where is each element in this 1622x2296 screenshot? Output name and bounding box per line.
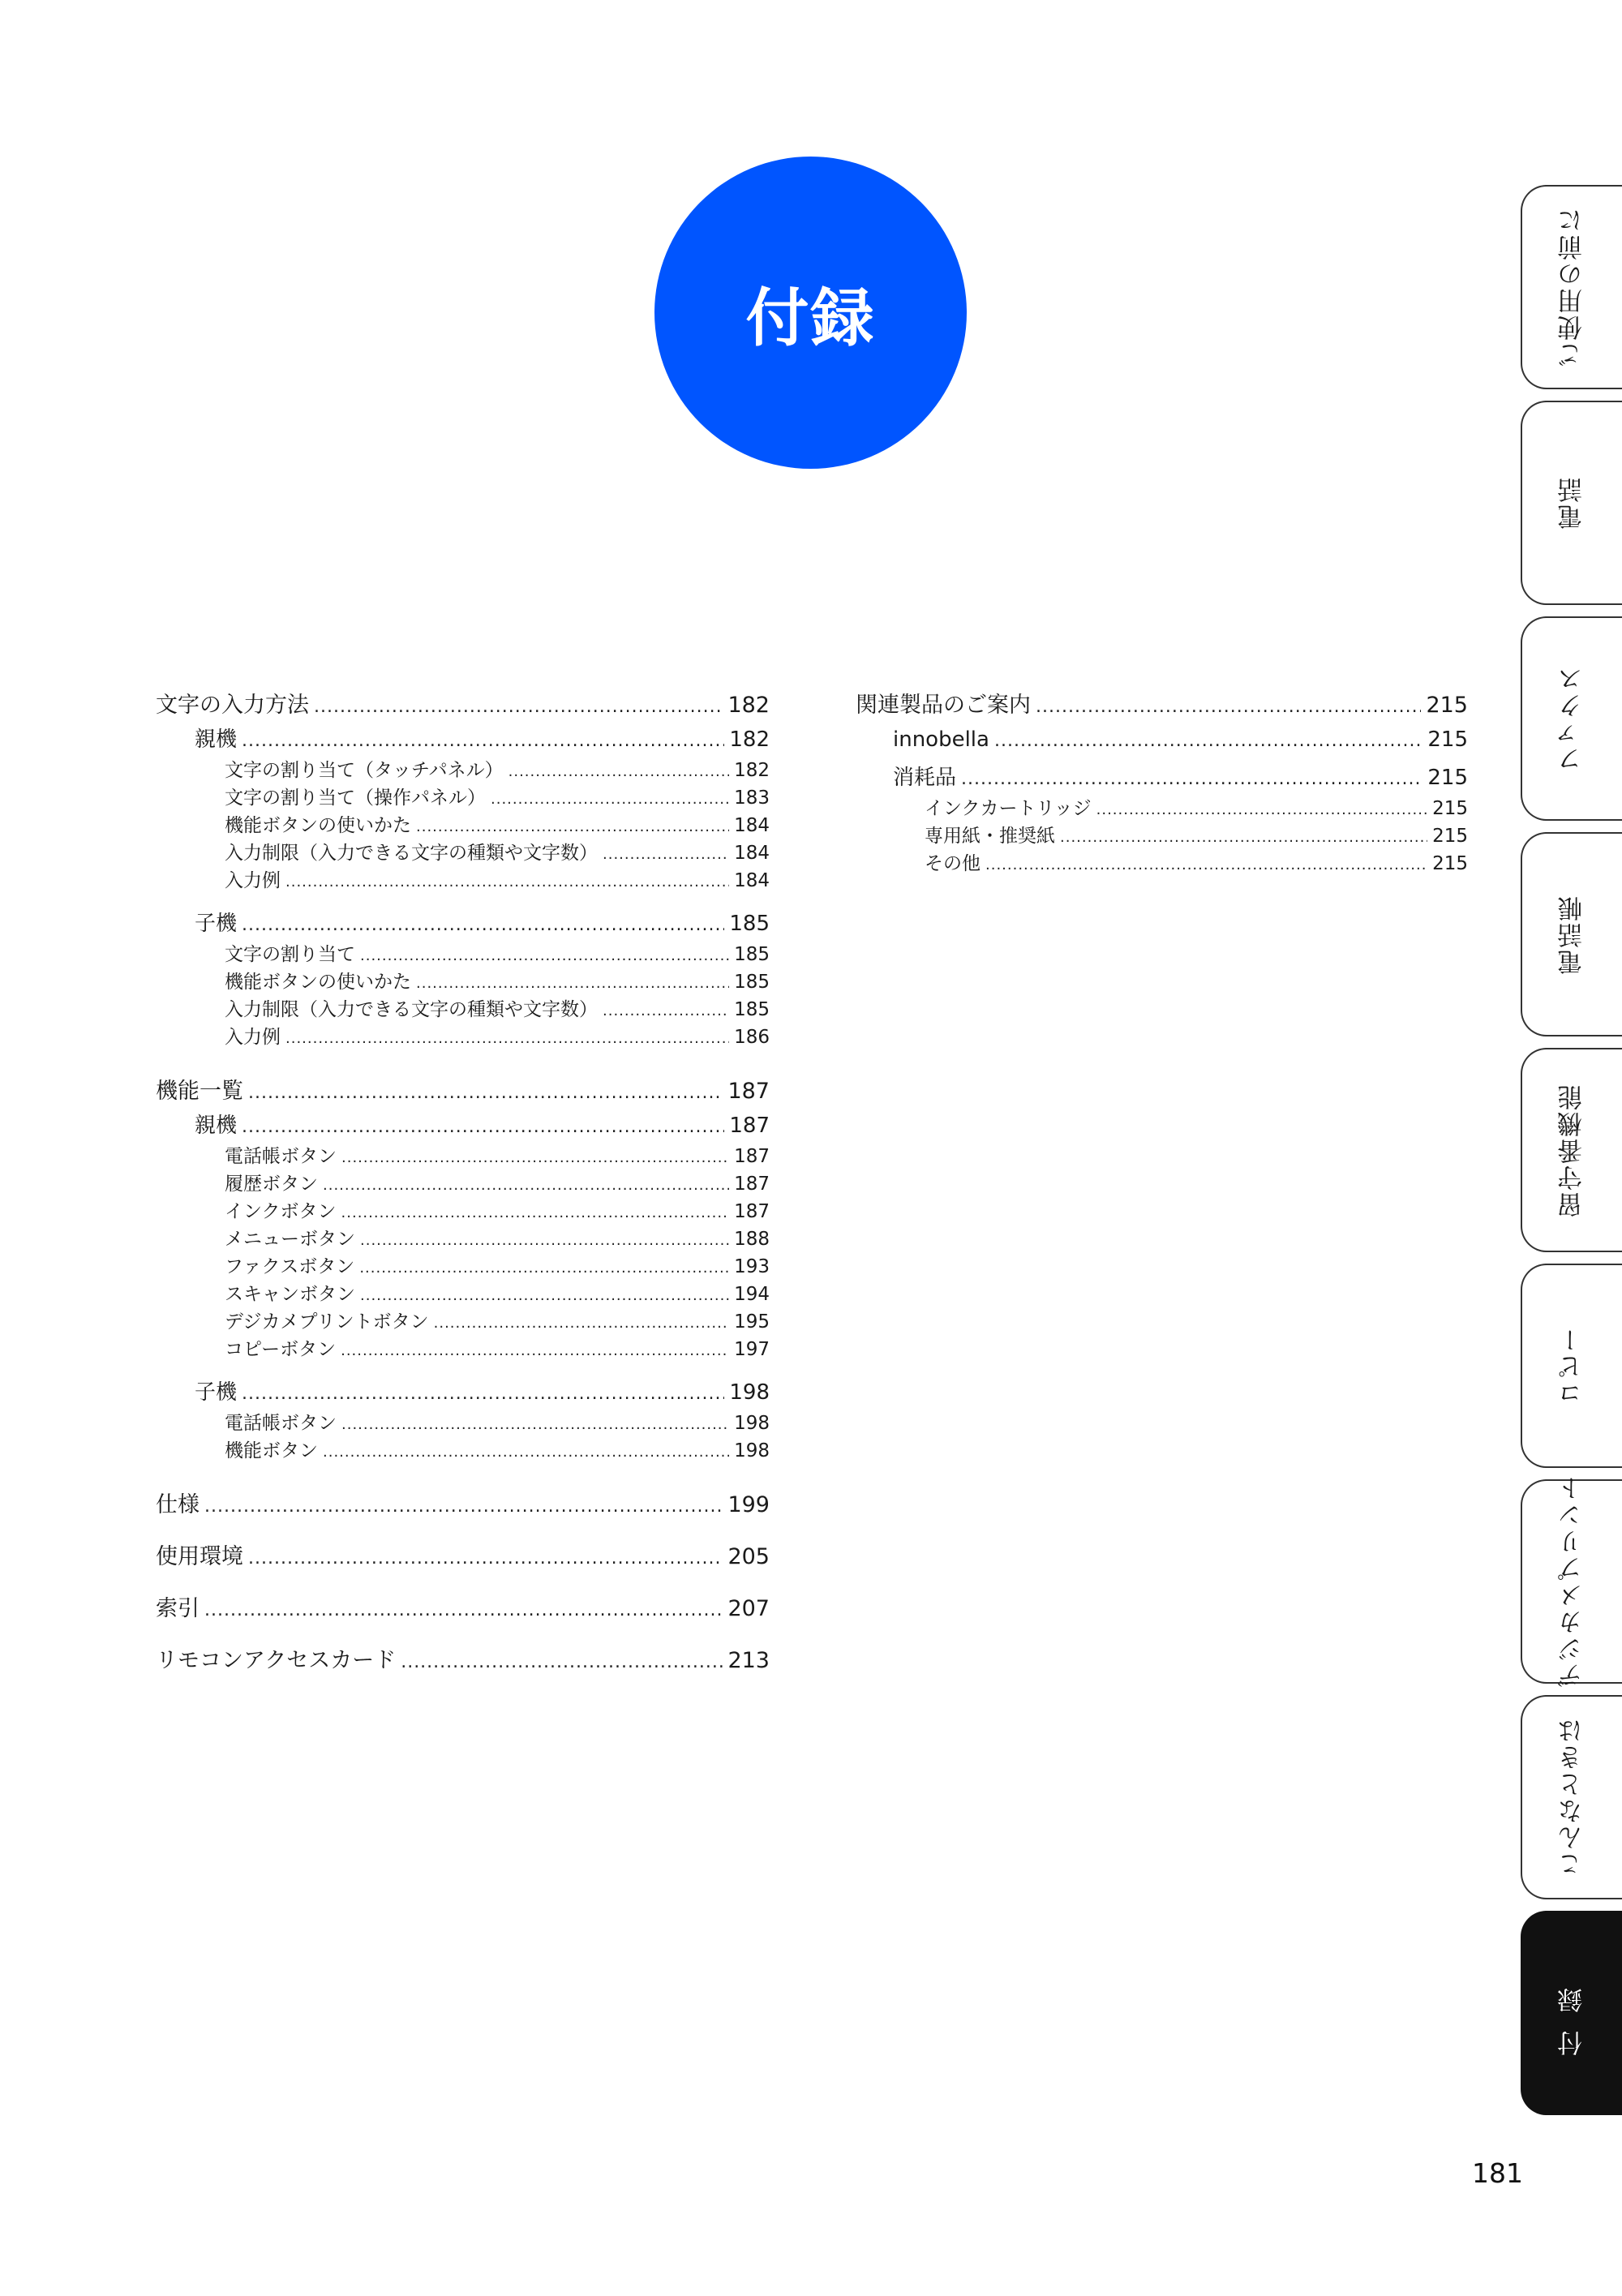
toc-entry-function-list[interactable] — [156, 1074, 770, 1109]
toc-page: 199 — [727, 1492, 770, 1517]
toc-leader — [359, 1255, 729, 1282]
tab-label: ファクス — [1558, 665, 1587, 772]
toc-page: 215 — [1432, 853, 1468, 874]
toc-leader — [1060, 824, 1427, 852]
chapter-title: 付録 — [745, 281, 876, 355]
tab-copy[interactable] — [1521, 1264, 1622, 1468]
toc-page: 182 — [734, 760, 770, 781]
toc-label: デジカメプリントボタン — [225, 1311, 429, 1333]
toc-entry[interactable] — [156, 1198, 770, 1225]
toc-leader — [242, 724, 724, 757]
toc-leader — [360, 942, 729, 970]
toc-entry[interactable] — [156, 1410, 770, 1437]
toc-entry[interactable] — [156, 1336, 770, 1363]
toc-entry[interactable] — [156, 1170, 770, 1198]
toc-leader — [603, 998, 729, 1025]
toc-leader — [401, 1645, 723, 1680]
toc-leader — [434, 1310, 729, 1337]
toc-entry[interactable] — [156, 757, 770, 784]
toc-label: 親機 — [195, 727, 238, 752]
toc-entry-environment[interactable] — [156, 1539, 770, 1575]
toc-label: 入力制限（入力できる文字の種類や文字数） — [225, 843, 598, 864]
toc-entry[interactable] — [156, 941, 770, 968]
toc-entry[interactable] — [156, 1281, 770, 1308]
toc-page: 186 — [734, 1027, 770, 1048]
toc-label: 履歴ボタン — [225, 1174, 318, 1195]
toc-leader — [341, 1199, 730, 1227]
tab-photo-print[interactable] — [1521, 1474, 1622, 1689]
toc-leader — [204, 1593, 723, 1629]
toc-label: 文字の割り当て（操作パネル） — [225, 788, 486, 809]
toc-label: スキャンボタン — [225, 1284, 355, 1305]
tab-phonebook[interactable] — [1521, 832, 1622, 1036]
toc-entry[interactable] — [156, 1253, 770, 1281]
toc-leader — [323, 1439, 729, 1466]
toc-label: 電話帳ボタン — [225, 1146, 337, 1167]
tab-label: デジカメプリント — [1558, 1474, 1587, 1689]
toc-entry[interactable] — [156, 839, 770, 867]
toc-page: 182 — [729, 727, 770, 752]
toc-leader — [1036, 689, 1421, 725]
toc-page: 215 — [1432, 826, 1468, 847]
toc-entry-text-input[interactable] — [156, 688, 770, 723]
toc-leader — [314, 689, 723, 725]
toc-leader — [360, 1227, 729, 1255]
toc-page: 193 — [734, 1256, 770, 1277]
toc-leader — [248, 1075, 723, 1111]
toc-entry[interactable] — [156, 996, 770, 1024]
toc-leader — [416, 970, 729, 998]
toc-label: 文字の割り当て — [225, 944, 355, 965]
toc-label: 親機 — [195, 1114, 238, 1138]
toc-label: リモコンアクセスカード — [156, 1648, 397, 1673]
toc-entry[interactable] — [156, 1308, 770, 1336]
toc-label: 索引 — [156, 1596, 200, 1621]
toc-label: インクボタン — [225, 1201, 337, 1222]
toc-entry-index[interactable] — [156, 1591, 770, 1627]
toc-label: コピーボタン — [225, 1339, 337, 1360]
toc-entry[interactable] — [156, 1143, 770, 1170]
toc-leader — [603, 841, 729, 869]
toc-entry[interactable] — [856, 822, 1468, 850]
toc-leader — [1096, 796, 1427, 824]
toc-page: 187 — [727, 1079, 770, 1104]
toc-page: 184 — [734, 815, 770, 836]
toc-label: 文字の入力方法 — [156, 693, 309, 718]
toc-entry[interactable] — [156, 1225, 770, 1253]
toc-label: ファクスボタン — [225, 1256, 355, 1277]
toc-leader — [204, 1489, 723, 1525]
tab-label: 電話帳 — [1558, 894, 1587, 975]
toc-label: 機能ボタン — [225, 1440, 318, 1461]
toc-leader — [341, 1411, 729, 1439]
toc-leader — [242, 1110, 724, 1144]
toc-leader — [961, 762, 1422, 796]
toc-entry[interactable] — [156, 1024, 770, 1051]
toc-page: 195 — [734, 1311, 770, 1333]
toc-page: 194 — [734, 1284, 770, 1305]
toc-page: 188 — [734, 1229, 770, 1250]
toc-entry-innobella[interactable] — [856, 723, 1468, 757]
page-number: 181 — [1472, 2157, 1523, 2189]
toc-entry-base-unit[interactable] — [156, 1109, 770, 1143]
toc-page: 185 — [734, 999, 770, 1020]
toc-entry[interactable] — [156, 784, 770, 812]
toc-label: その他 — [925, 853, 980, 874]
toc-page: 207 — [727, 1596, 770, 1621]
toc-label: メニューボタン — [225, 1229, 355, 1250]
toc-page: 198 — [729, 1380, 770, 1405]
tab-label: ご使用の前に — [1558, 207, 1587, 367]
toc-label: 子機 — [195, 1380, 238, 1405]
toc-label: 使用環境 — [156, 1544, 243, 1569]
toc-entry[interactable] — [856, 795, 1468, 822]
toc-entry[interactable] — [156, 812, 770, 839]
toc-page: 198 — [734, 1413, 770, 1434]
toc-label: 入力制限（入力できる文字の種類や文字数） — [225, 999, 598, 1020]
toc-entry-consumables[interactable] — [856, 762, 1468, 795]
toc-leader — [508, 758, 729, 786]
toc-leader — [285, 869, 729, 896]
toc-leader — [323, 1172, 729, 1199]
toc-label: 機能一覧 — [156, 1079, 243, 1104]
tab-troubleshooting[interactable] — [1521, 1695, 1622, 1899]
tab-answering-machine[interactable] — [1521, 1048, 1622, 1252]
tab-label: こんなときは — [1558, 1717, 1587, 1878]
toc-leader — [360, 1282, 729, 1310]
toc-page: 187 — [729, 1114, 770, 1138]
toc-entry-handset[interactable] — [156, 1376, 770, 1410]
toc-page: 213 — [727, 1648, 770, 1673]
tab-before-use[interactable] — [1521, 185, 1622, 389]
toc-label: 専用紙・推奨紙 — [925, 826, 1055, 847]
toc-page: 215 — [1426, 693, 1468, 718]
toc-page: 215 — [1427, 727, 1468, 752]
tab-telephone[interactable] — [1521, 401, 1622, 605]
toc-page: 215 — [1432, 798, 1468, 819]
toc-page: 185 — [734, 944, 770, 965]
toc-entry-remote-access-card[interactable] — [156, 1643, 770, 1679]
tab-label: 電話 — [1558, 476, 1587, 530]
toc-leader — [994, 724, 1422, 757]
toc-label: 入力例 — [225, 870, 281, 891]
toc-right-column — [856, 688, 1468, 878]
chapter-title-circle — [654, 157, 967, 469]
toc-label: 入力例 — [225, 1027, 281, 1048]
toc-entry[interactable] — [156, 867, 770, 895]
toc-label: 消耗品 — [893, 766, 957, 790]
toc-leader — [285, 1025, 729, 1053]
tab-label: 留守番機能 — [1558, 1083, 1587, 1217]
toc-leader — [242, 1377, 724, 1410]
toc-label: 機能ボタンの使いかた — [225, 815, 411, 836]
toc-page: 187 — [734, 1146, 770, 1167]
tab-appendix[interactable] — [1521, 1911, 1622, 2115]
toc-page: 183 — [734, 788, 770, 809]
toc-page: 184 — [734, 843, 770, 864]
toc-leader — [491, 786, 729, 813]
toc-label: 仕様 — [156, 1492, 200, 1517]
toc-label: 関連製品のご案内 — [856, 693, 1031, 718]
toc-label: 機能ボタンの使いかた — [225, 972, 411, 993]
toc-page: 197 — [734, 1339, 770, 1360]
toc-page: 215 — [1427, 766, 1468, 790]
toc-entry-related-products[interactable] — [856, 688, 1468, 723]
toc-leader — [248, 1541, 723, 1577]
toc-entry[interactable] — [156, 968, 770, 996]
toc-leader — [341, 1337, 729, 1365]
toc-label: innobella — [893, 727, 989, 752]
toc-page: 187 — [734, 1174, 770, 1195]
toc-page: 182 — [727, 693, 770, 718]
toc-leader — [416, 813, 729, 841]
toc-leader — [985, 852, 1427, 879]
toc-entry-handset[interactable] — [156, 908, 770, 941]
toc-page: 184 — [734, 870, 770, 891]
toc-entry-base-unit[interactable] — [156, 723, 770, 757]
toc-leader — [341, 1144, 729, 1172]
toc-page: 185 — [729, 912, 770, 936]
toc-page: 187 — [734, 1201, 770, 1222]
toc-label: インクカートリッジ — [925, 798, 1092, 819]
toc-page: 198 — [734, 1440, 770, 1461]
toc-entry[interactable] — [156, 1437, 770, 1465]
toc-label: 電話帳ボタン — [225, 1413, 337, 1434]
toc-label: 文字の割り当て（タッチパネル） — [225, 760, 504, 781]
toc-label: 子機 — [195, 912, 238, 936]
tab-label: 付録 — [1558, 1970, 1587, 2056]
toc-entry[interactable] — [856, 850, 1468, 878]
toc-page: 185 — [734, 972, 770, 993]
toc-leader — [242, 908, 724, 942]
tab-label: コピー — [1558, 1325, 1587, 1406]
toc-entry-specifications[interactable] — [156, 1487, 770, 1523]
tab-fax[interactable] — [1521, 616, 1622, 821]
toc-page: 205 — [727, 1544, 770, 1569]
toc-left-column — [156, 688, 770, 1679]
